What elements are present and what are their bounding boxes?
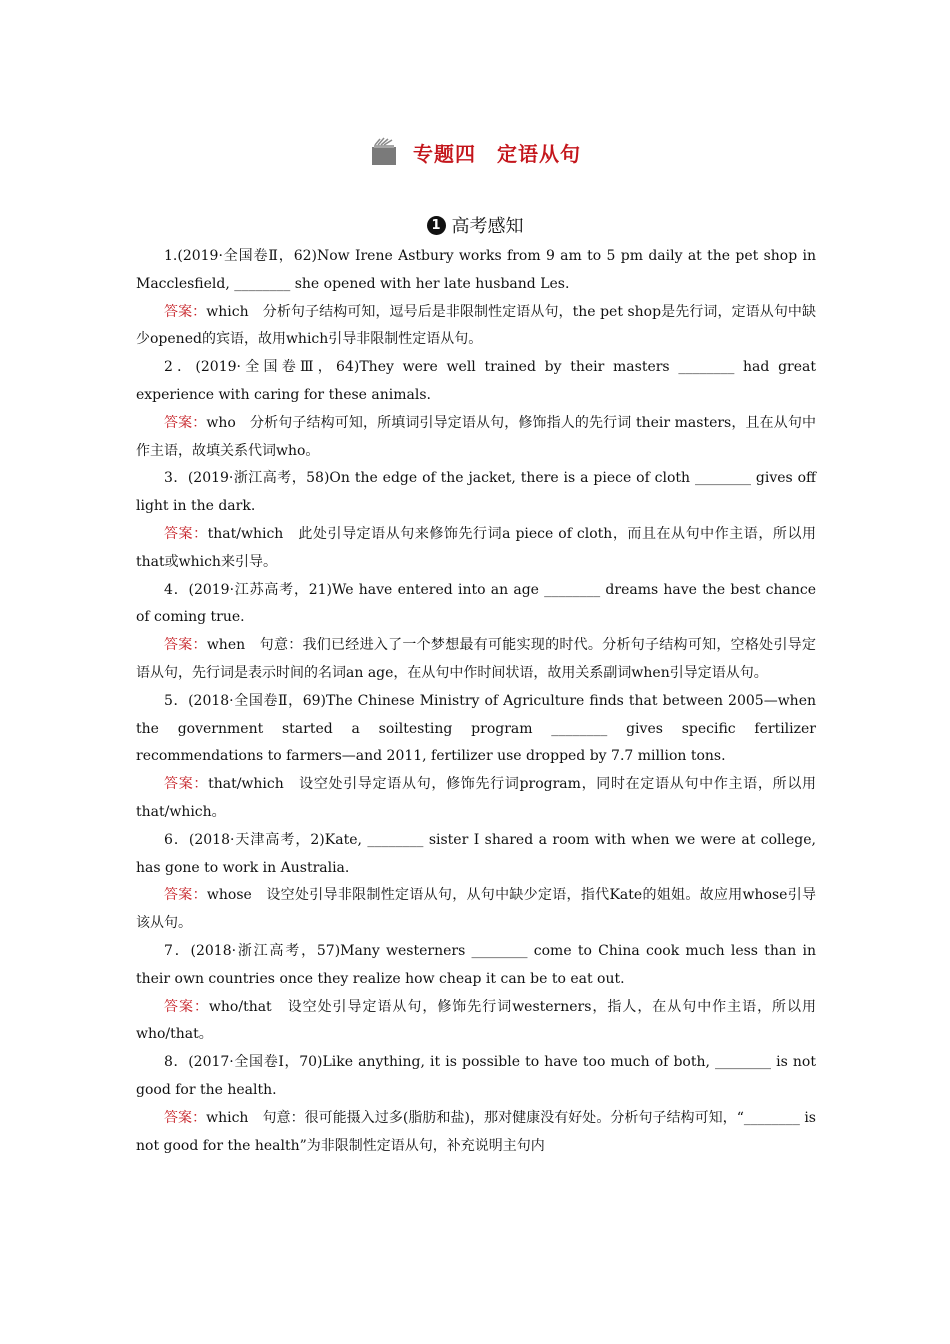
answer-text <box>136 521 816 577</box>
section-heading <box>0 210 950 240</box>
answer-text <box>136 299 816 355</box>
answer-label: 答案： <box>164 887 207 904</box>
answer-text <box>136 994 816 1050</box>
answer-text <box>136 632 816 688</box>
answer-body: which 句意：很可能摄入过多(脂肪和盐)，那对健康没有好处。分析句子结构可知，“________ is not good for the health”为非限制性定语从句，补充说明主句内 <box>136 1109 816 1154</box>
answer-text <box>136 771 816 827</box>
answer-label: 答案： <box>164 998 209 1015</box>
answer-text <box>136 410 816 466</box>
answer-label: 答案： <box>164 414 207 431</box>
question-text: 1.(2019·全国卷Ⅱ，62)Now Irene Astbury works from 9 am to 5 pm daily at the pet shop in Macclesfield, ________ she opened with her late husband Les. <box>136 248 816 292</box>
answer-label: 答案： <box>164 1109 207 1126</box>
question-text: 5．(2018·全国卷Ⅱ，69)The Chinese Ministry of Agriculture finds that between 2005—when the government started a soiltesting program ________ gives specific fertilizer recommendations to farmers—and 2011, fertilizer use dropped by 7.7 million tons. <box>136 692 816 765</box>
question-text: 2．(2019·全国卷Ⅲ，64)They were well trained by their masters ________ had great experience with caring for these animals. <box>136 359 816 403</box>
answer-body: which 分析句子结构可知，逗号后是非限制性定语从句，the pet shop是先行词，定语从句中缺少opened的宾语，故用which引导非限制性定语从句。 <box>136 303 816 348</box>
answer-body: that/which 此处引导定语从句来修饰先行词a piece of cloth，而且在从句中作主语，所以用that或which来引导。 <box>136 525 817 570</box>
answer-body: whose 设空处引导非限制性定语从句，从句中缺少定语，指代Kate的姐姐。故应用whose引导该从句。 <box>136 887 817 932</box>
answer-text <box>136 1105 816 1161</box>
answer-text <box>136 882 816 938</box>
answer-body: who 分析句子结构可知，所填词引导定语从句，修饰指人的先行词 their masters，且在从句中作主语，故填关系代词who。 <box>136 414 816 459</box>
answer-body: when 句意：我们已经进入了一个梦想最有可能实现的时代。分析句子结构可知，空格处引导定语从句，先行词是表示时间的名词an age，在从句中作时间状语，故用关系副词when引导定语从句。 <box>136 637 816 681</box>
question-text: 8．(2017·全国卷Ⅰ，70)Like anything, it is possible to have too much of both, ________ is not good for the health. <box>136 1054 816 1098</box>
book-icon <box>369 137 399 167</box>
page-title <box>0 132 950 172</box>
title-text: 专题四 定语从句 <box>413 141 581 166</box>
question-list <box>136 243 816 1160</box>
answer-body: that/which 设空处引导定语从句，修饰先行词program，同时在定语从句中作主语，所以用that/which。 <box>136 776 817 820</box>
answer-body: who/that 设空处引导定语从句，修饰先行词westerners，指人，在从句中作主语，所以用who/that。 <box>136 998 817 1043</box>
answer-label: 答案： <box>164 303 207 320</box>
answer-label: 答案： <box>164 525 208 542</box>
section-title: 高考感知 <box>451 216 524 237</box>
answer-label: 答案： <box>164 776 209 793</box>
answer-label: 答案： <box>164 637 207 654</box>
question-text: 7．(2018·浙江高考，57)Many westerners ________ come to China cook much less than in their own countries once they realize how cheap it can be to eat out. <box>136 942 816 987</box>
question-text: 6．(2018·天津高考，2)Kate, ________ sister I shared a room with when we were at college, has gone to work in Australia. <box>136 831 816 876</box>
question-text: 4．(2019·江苏高考，21)We have entered into an age ________ dreams have the best chance of coming true. <box>136 581 816 626</box>
question-text: 3．(2019·浙江高考，58)On the edge of the jacket, there is a piece of cloth ________ gives off light in the dark. <box>136 470 816 515</box>
section-number-badge: 1 <box>427 216 446 235</box>
